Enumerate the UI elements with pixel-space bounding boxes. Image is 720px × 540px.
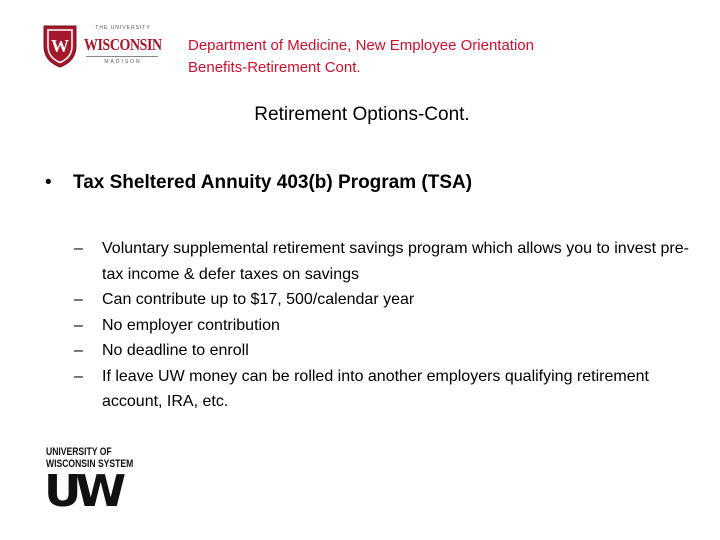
dash-marker: – <box>74 240 83 257</box>
uw-madison-logo <box>40 20 160 76</box>
list-item-text: Voluntary supplemental retirement savings program which allows you to invest pre-tax income & defer taxes on savings <box>102 240 689 283</box>
header-line-2: Benefits-Retirement Cont. <box>188 59 361 76</box>
list-item <box>74 338 694 364</box>
list-item-text: Can contribute up to $17, 500/calendar year <box>102 291 415 308</box>
bullet-marker: • <box>45 172 52 193</box>
logo-city-text: MADISON <box>104 59 142 65</box>
list-item <box>74 236 694 287</box>
main-bullet <box>45 172 472 194</box>
slide-header <box>188 35 534 79</box>
main-bullet-text: Tax Sheltered Annuity 403(b) Program (TSA) <box>73 172 473 193</box>
slide-title <box>0 104 720 126</box>
uw-system-line-2: WISCONSIN SYSTEM <box>46 458 134 470</box>
logo-divider <box>86 56 158 57</box>
uw-system-line-1: UNIVERSITY OF <box>46 446 112 458</box>
list-item-text: No employer contribution <box>102 316 280 334</box>
list-item <box>74 313 694 339</box>
list-item-text: No deadline to enroll <box>102 342 249 359</box>
list-item <box>74 287 694 313</box>
crest-letter: W <box>51 36 69 56</box>
uw-system-logo <box>44 446 134 517</box>
crest-icon <box>40 24 80 68</box>
logo-small-text: THE UNIVERSITY <box>95 25 151 31</box>
sub-bullet-list <box>74 236 694 415</box>
header-line-1: Department of Medicine, New Employee Orientation <box>188 37 534 54</box>
dash-marker: – <box>74 316 83 334</box>
dash-marker: – <box>74 291 83 308</box>
slide-title-text: Retirement Options-Cont. <box>254 104 470 125</box>
uw-mark: UW <box>44 466 120 517</box>
dash-marker: – <box>74 367 83 385</box>
list-item-text: If leave UW money can be rolled into another employers qualifying retirement account, IRA, etc. <box>102 367 649 410</box>
logo-university-name: WISCONSIN <box>84 35 162 54</box>
dash-marker: – <box>74 342 83 359</box>
list-item <box>74 364 694 415</box>
